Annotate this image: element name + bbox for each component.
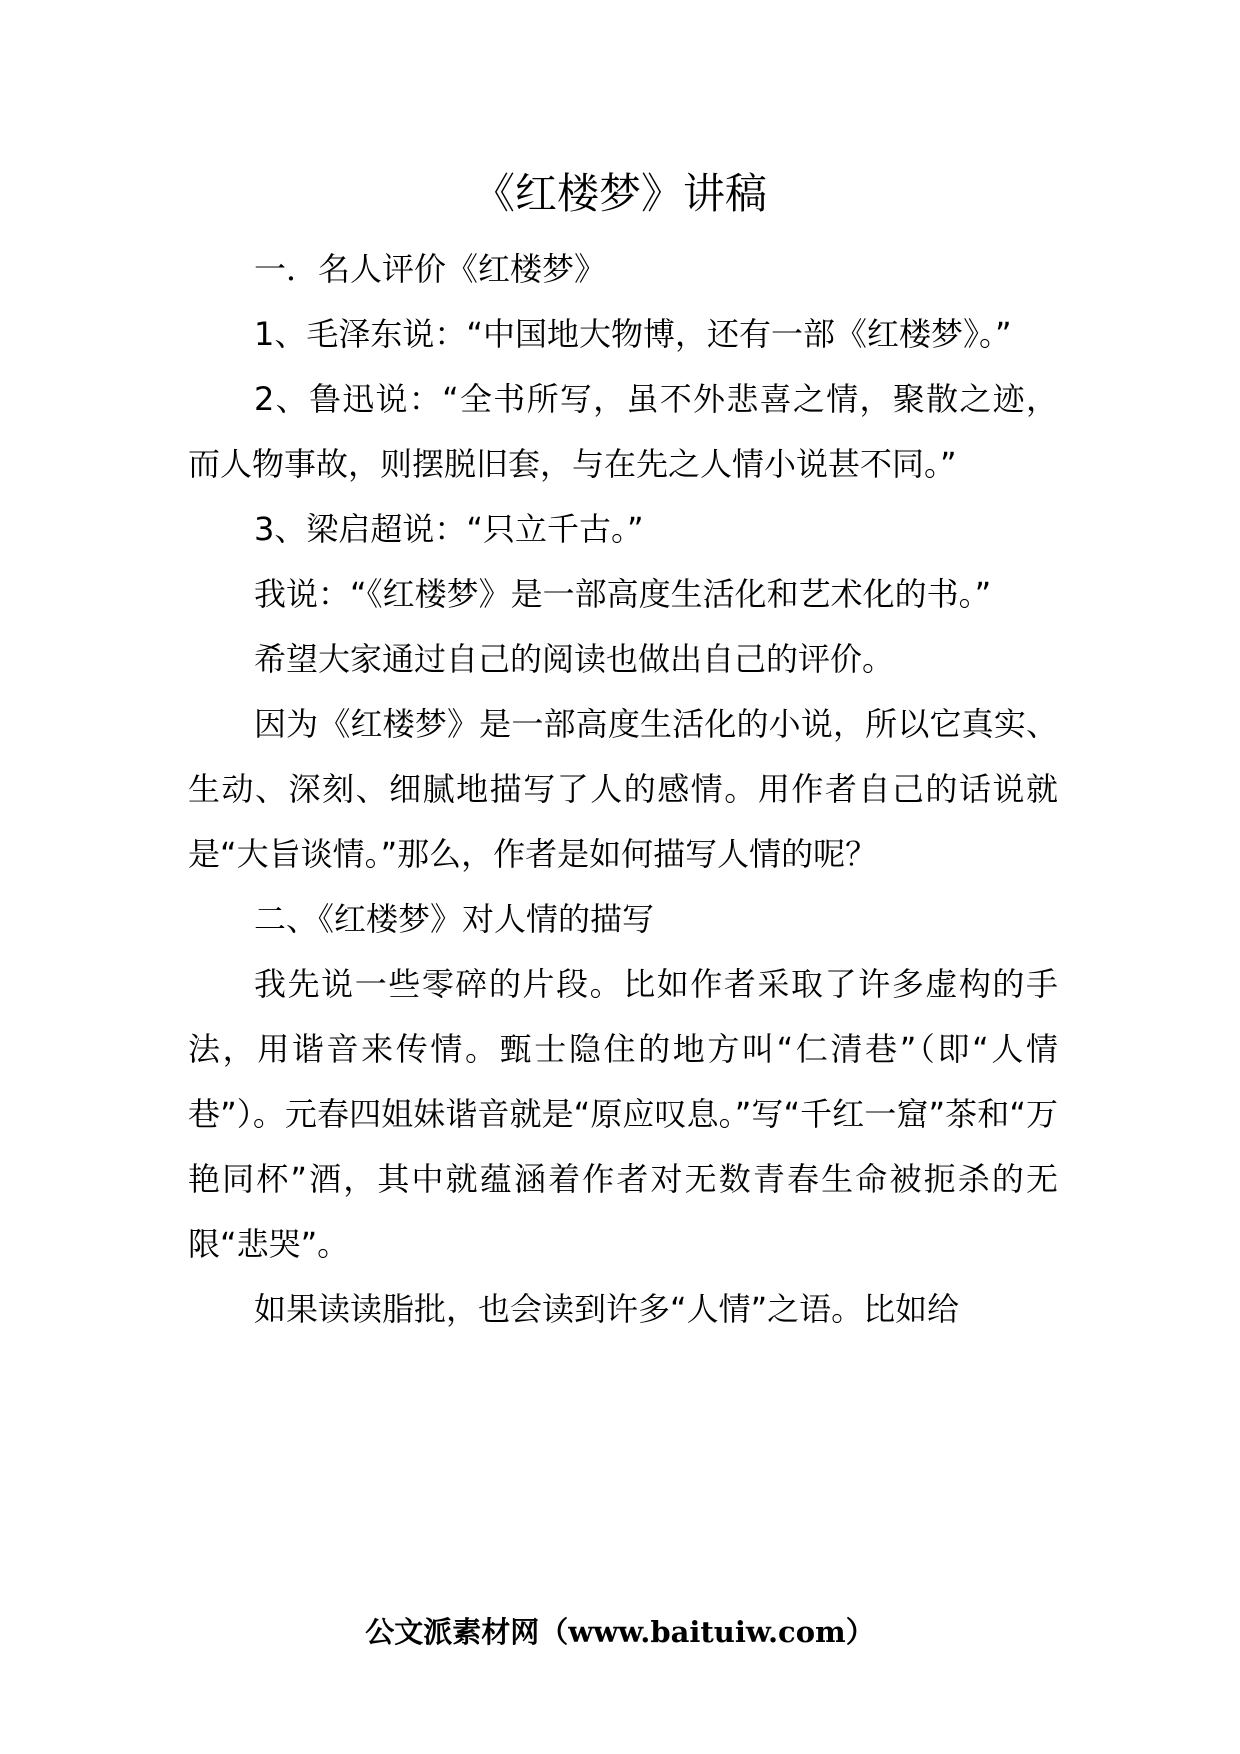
- paragraph: 我先说一些零碎的片段。比如作者采取了许多虚构的手法，用谐音来传情。甄士隐住的地方叫“仁清巷”（即“人情巷”）。元春四姐妹谐音就是“原应叹息。”写“千红一窟”茶和“万艳同杯”酒，其中就蕴涵着作者对无数青春生命被扼杀的无限“悲哭”。: [188, 965, 1058, 1263]
- quote-mao-zedong: 1、毛泽东说：“中国地大物博，还有一部《红楼梦》。”: [254, 315, 1012, 353]
- quote-lu-xun: 2、鲁迅说：“全书所写，虽不外悲喜之情，聚散之迹，而人物事故，则摆脱旧套，与在先之人情小说甚不同。”: [188, 380, 1058, 483]
- paragraph: 希望大家通过自己的阅读也做出自己的评价。: [254, 640, 895, 678]
- footer-watermark: 公文派素材网（www.baituiw.com）: [365, 1615, 875, 1649]
- section-heading-2: 二、《红楼梦》对人情的描写: [254, 900, 655, 938]
- paragraph: 因为《红楼梦》是一部高度生活化的小说，所以它真实、生动、深刻、细腻地描写了人的感情。用作者自己的话说就是“大旨谈情。”那么，作者是如何描写人情的呢？: [188, 705, 1058, 873]
- page-title: 《红楼梦》讲稿: [472, 169, 767, 218]
- paragraph: 如果读读脂批，也会读到许多“人情”之语。比如给: [254, 1290, 960, 1328]
- section-heading-1: 一．名人评价《红楼梦》: [254, 250, 607, 288]
- author-opinion: 我说：“《红楼梦》是一部高度生活化和艺术化的书。”: [254, 575, 992, 613]
- document-body: [188, 237, 1058, 1342]
- quote-liang-qichao: 3、梁启超说：“只立千古。”: [254, 510, 644, 548]
